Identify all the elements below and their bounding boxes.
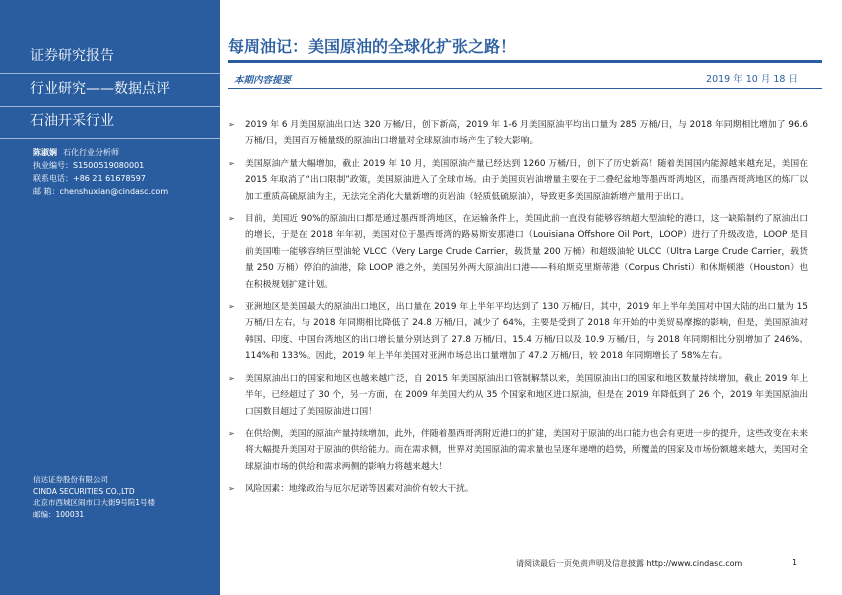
header-divider	[228, 88, 822, 89]
company-name-cn: 信达证券股份有限公司	[33, 475, 108, 484]
summary-bullets	[228, 117, 808, 504]
phone-label: 联系电话：	[33, 174, 73, 183]
arrow-right-icon: ➢	[228, 158, 235, 168]
bullet-item	[228, 299, 808, 365]
bullet-item	[228, 371, 808, 420]
bullet-item	[228, 426, 808, 475]
license-label: 执业编号：	[33, 161, 73, 170]
analyst-name-row	[33, 146, 218, 159]
analyst-info	[33, 146, 218, 198]
arrow-right-icon: ➢	[228, 302, 235, 312]
summary-label: 本期内容提要	[234, 75, 292, 86]
analyst-email[interactable]: chenshuxian@cindasc.com	[59, 187, 169, 196]
bullet-text: 在供给侧，美国的原油产量持续增加，此外，伴随着墨西哥湾附近港口的扩建，美国对于原油的出口能力也会有更进一步的提升，这些改变在未来将大幅提升美国对于原油的供给能力。而在需求侧，世界对美国原油的需求量也呈逐年递增的趋势，所覆盖的国家及市场份额越来越大，美国对全球原油市场的供给和需求两侧的影响力将越来越大！	[245, 428, 809, 472]
company-name-en: CINDA SECURITIES CO.,LTD	[33, 486, 135, 496]
bullet-text: 目前，美国近 90%的原油出口都是通过墨西哥湾地区，在运输条件上，美国此前一直没有能够容纳超大型油轮的港口，这一缺陷制约了原油出口的增长，于是在 2018 年年初，美国对位于墨西哥湾的路易斯安那港口（Louisiana Offshore Oil Port，LOOP）进行了升级改造，LOOP 是目前美国唯一能够容纳巨型油轮 VLCC（Very Large Crude Carrier，载货量 200 万桶）和超级油轮 ULCC（Ultra Large Crude Carrier，载货量 250 万桶）停泊的油港，除 LOOP 港之外，美国另外两大原油出口港——科珀斯克里斯蒂港（Corpus Christi）和休斯顿港（Houston）也在积极规划扩建计划。	[245, 214, 808, 290]
bullet-item	[228, 481, 808, 497]
analyst-phone: +86 21 61678597	[73, 174, 146, 183]
disclaimer-note[interactable]: 请阅读最后一页免责声明及信息披露 http://www.cindasc.com	[516, 559, 743, 568]
industry-name: 石油开采行业	[30, 113, 114, 129]
analyst-email-row	[33, 185, 218, 198]
company-postcode: 邮编：100031	[33, 509, 85, 519]
bullet-item	[228, 117, 808, 150]
report-category: 行业研究——数据点评	[30, 81, 170, 97]
sidebar-divider	[0, 73, 220, 74]
title-divider	[228, 60, 822, 63]
email-label: 邮 箱：	[33, 187, 60, 196]
arrow-right-icon: ➢	[228, 120, 235, 129]
company-info	[33, 474, 218, 520]
arrow-right-icon: ➢	[228, 373, 235, 383]
bullet-text: 美国原油出口的国家和地区也越来越广泛，自 2015 年美国原油出口管制解禁以来，美国原油出口的国家和地区数量持续增加，截止 2019 年上半年，已经超过了 30 个，另一方面，在 2009 年美国大约从 35 个国家和地区进口原油，但是在 2019 年降低到了 26 个，2019 年美国原油出口国数目超过了美国原油进口国！	[245, 373, 808, 417]
arrow-right-icon: ➢	[228, 484, 235, 494]
bullet-text: 亚洲地区是美国最大的原油出口地区，出口量在 2019 年上半年平均达到了 130 万桶/日，其中，2019 年上半年美国对中国大陆的出口量为 15 万桶/日左右，与 2018 年同期相比降低了 24.8 万桶/日，减少了 64%，主要是受到了 2018 年开始的中美贸易摩擦的影响，但是，美国原油对韩国、印度、中国台湾地区的出口增长量分别达到了 27.8 万桶/日、15.4 万桶/日以及 10.9 万桶/日，与 2018 年同期相比分别增加了 246%、114%和 133%。因此，2019 年上半年美国对亚洲市场总出口量增加了 47.2 万桶/日，较 2018 年同期增长了 58%左右。	[245, 302, 808, 362]
bullet-item	[228, 211, 808, 293]
company-address: 北京市西城区闹市口大街9号院1号楼	[33, 498, 156, 507]
bullet-text: 2019 年 6 月美国原油出口达 320 万桶/日，创下新高，2019 年 1-6 月美国原油平均出口量为 285 万桶/日，与 2018 年同期相比增加了 96.6 万桶/日，美国百万桶量级的原油出口增量对全球原油市场产生了较大影响。	[245, 120, 808, 147]
report-title: 每周油记：美国原油的全球化扩张之路！	[228, 37, 517, 56]
report-type: 证券研究报告	[30, 48, 114, 64]
analyst-title: 石化行业分析师	[63, 148, 119, 157]
arrow-right-icon: ➢	[228, 214, 235, 224]
report-date: 2019 年 10 月 18 日	[706, 74, 798, 85]
analyst-license-row	[33, 159, 218, 172]
bullet-text: 美国原油产量大幅增加，截止 2019 年 10 月，美国原油产量已经达到 1260 万桶/日，创下了历史新高！随着美国国内能源越来越充足，美国在 2015 年取消了“出口限制”政策，美国原油进入了全球市场。由于美国页岩油增量主要在于二叠纪盆地等墨西哥湾地区，而墨西哥湾地区的炼厂以加工重质高硫原油为主，无法完全消化大量新增的页岩油（轻质低硫原油），导致更多美国原油新增产量用于出口。	[245, 158, 808, 202]
analyst-license: S1500519080001	[73, 161, 145, 170]
sidebar	[0, 0, 220, 595]
bullet-item	[228, 156, 808, 205]
analyst-phone-row	[33, 172, 218, 185]
analyst-name: 陈淑娴	[33, 148, 57, 157]
sidebar-divider	[0, 106, 220, 107]
sidebar-divider	[0, 138, 220, 139]
bullet-text: 风险因素：地缘政治与厄尔尼诺等因素对油价有较大干扰。	[245, 484, 474, 495]
arrow-right-icon: ➢	[228, 428, 235, 438]
page-number: 1	[792, 558, 798, 567]
